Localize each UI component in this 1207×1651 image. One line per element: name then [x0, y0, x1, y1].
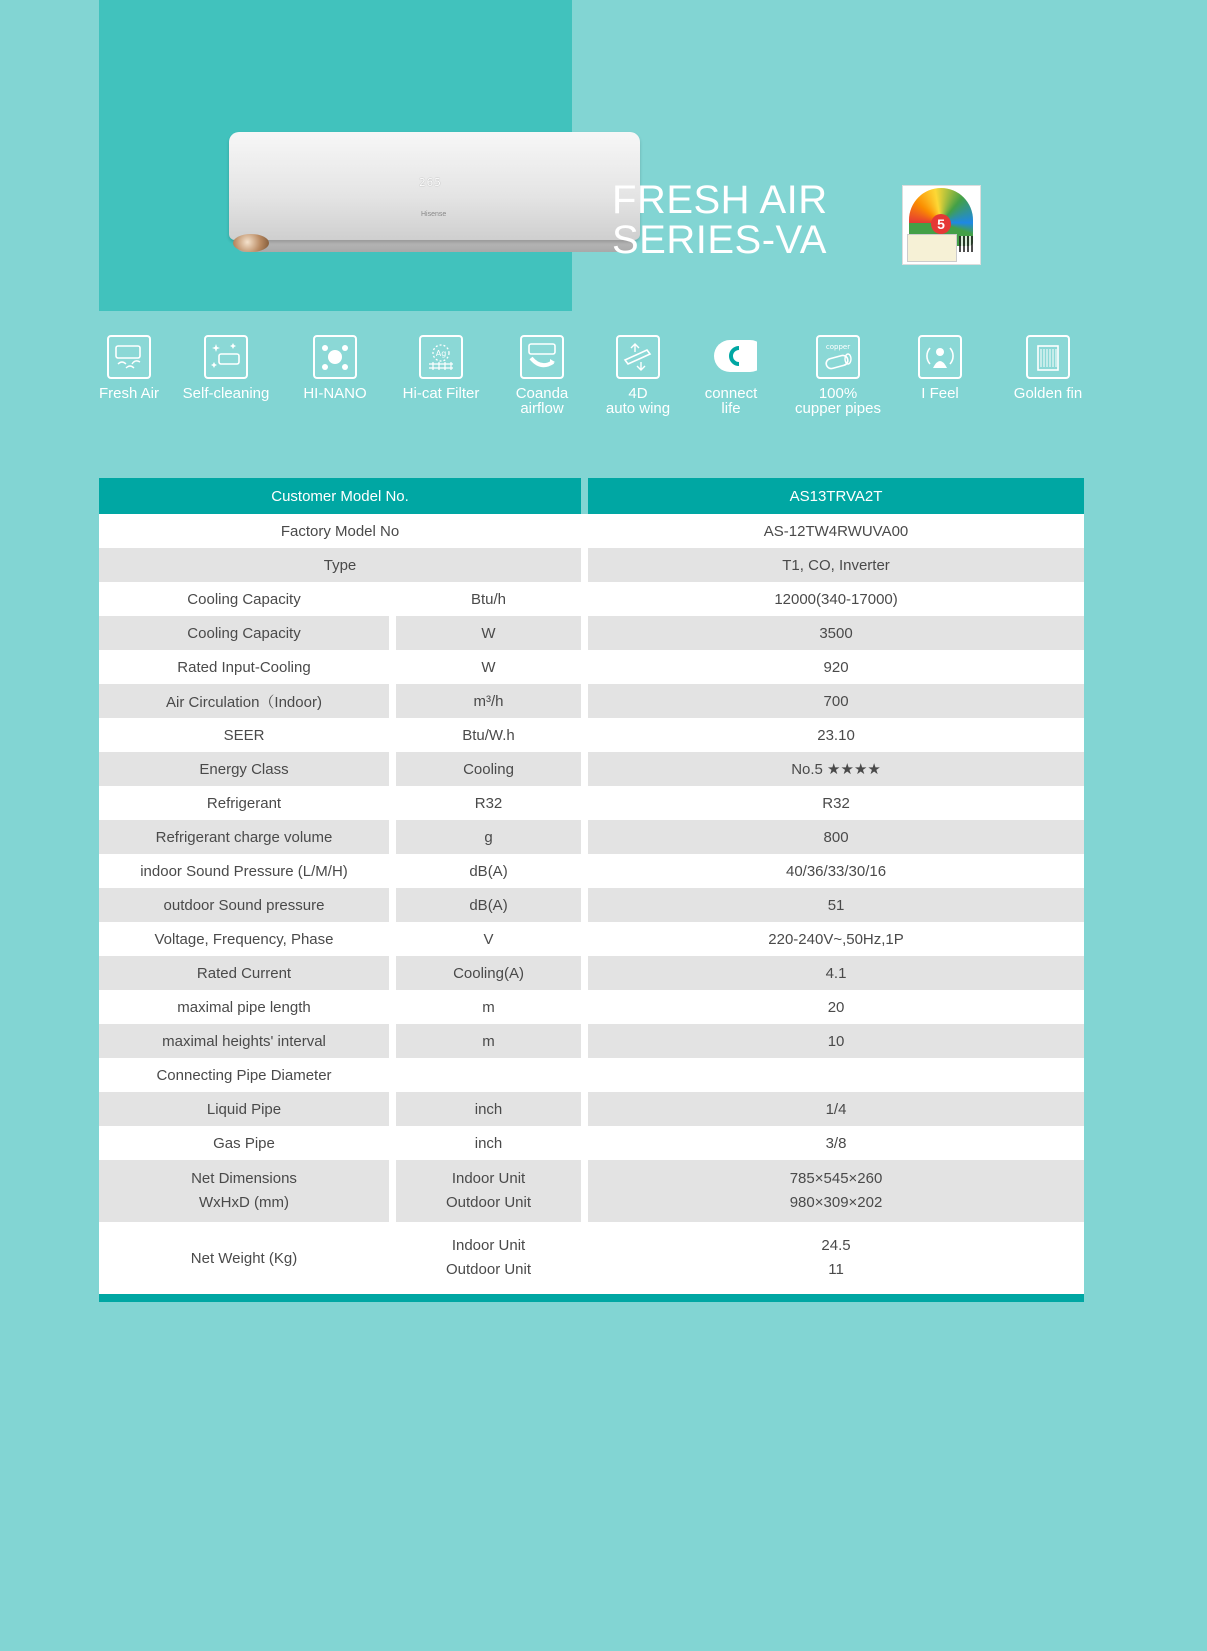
column-gap — [389, 854, 396, 888]
spec-value: 40/36/33/30/16 — [588, 854, 1084, 888]
spec-label: Refrigerant charge volume — [99, 820, 389, 854]
spec-value: 51 — [588, 888, 1084, 922]
weight-unit-indoor: Indoor Unit — [451, 1237, 526, 1254]
spec-unit: m — [396, 990, 581, 1024]
series-title — [612, 180, 828, 260]
feature-label: Hi-cat Filter — [402, 385, 480, 402]
spec-label: Refrigerant — [99, 786, 389, 820]
column-gap — [581, 1160, 588, 1222]
spec-value: 12000(340-17000) — [588, 582, 1084, 616]
qr-code-icon — [959, 236, 975, 252]
copper-text: copper — [825, 343, 851, 351]
spec-value: 800 — [588, 820, 1084, 854]
spec-unit: dB(A) — [396, 888, 581, 922]
spec-unit: dB(A) — [396, 854, 581, 888]
table-row — [99, 650, 1084, 684]
column-gap — [581, 990, 588, 1024]
spec-value: 220-240V~,50Hz,1P — [588, 922, 1084, 956]
feature-label: HI-NANO — [303, 385, 367, 402]
table-row — [99, 1092, 1084, 1126]
weight-unit-outdoor: Outdoor Unit — [445, 1261, 532, 1278]
spec-value — [588, 1222, 1084, 1294]
feature-label: Fresh Air — [98, 385, 159, 402]
table-row — [99, 1058, 1084, 1092]
column-gap — [389, 990, 396, 1024]
ac-brand-logo: Hisense — [421, 211, 447, 218]
feature-label: Coanda airflow — [515, 385, 569, 417]
table-row — [99, 922, 1084, 956]
spec-value: 3/8 — [588, 1126, 1084, 1160]
column-gap — [581, 1092, 588, 1126]
column-gap — [581, 854, 588, 888]
feature-coanda-airflow — [487, 335, 597, 416]
spec-value: 20 — [588, 990, 1084, 1024]
feature-i-feel — [885, 335, 995, 401]
column-gap — [581, 548, 588, 582]
feature-label: 100% cupper pipes — [795, 385, 881, 417]
spec-value: No.5 ★★★★ — [588, 752, 1084, 786]
column-gap — [389, 820, 396, 854]
specification-table — [99, 478, 1084, 1302]
copper-pipes-icon — [816, 335, 860, 379]
feature-hi-nano — [280, 335, 390, 401]
table-row — [99, 514, 1084, 548]
column-gap — [581, 1058, 588, 1092]
spec-label: Rated Current — [99, 956, 389, 990]
feature-label: Self-cleaning — [182, 385, 270, 402]
feature-fresh-air — [74, 335, 184, 401]
weight-value-indoor: 24.5 — [821, 1237, 851, 1254]
golden-fin-icon — [1026, 335, 1070, 379]
column-gap — [581, 922, 588, 956]
header-label: Customer Model No. — [99, 478, 581, 514]
feature-label: I Feel — [921, 385, 959, 402]
column-gap — [389, 956, 396, 990]
spec-value: 3500 — [588, 616, 1084, 650]
column-gap — [581, 752, 588, 786]
spec-label: indoor Sound Pressure (L/M/H) — [99, 854, 389, 888]
column-gap — [581, 650, 588, 684]
column-gap — [389, 1126, 396, 1160]
column-gap — [581, 786, 588, 820]
feature-self-cleaning — [171, 335, 281, 401]
series-title-line2: SERIES-VA — [612, 218, 827, 262]
table-row — [99, 582, 1084, 616]
hi-nano-icon — [313, 335, 357, 379]
spec-unit: R32 — [396, 786, 581, 820]
spec-label: Voltage, Frequency, Phase — [99, 922, 389, 956]
spec-label: Net Weight (Kg) — [99, 1222, 389, 1294]
spec-value: 4.1 — [588, 956, 1084, 990]
footer-bar — [99, 1294, 1084, 1302]
spec-value: R32 — [588, 786, 1084, 820]
spec-label: maximal pipe length — [99, 990, 389, 1024]
spec-label: Energy Class — [99, 752, 389, 786]
column-gap — [389, 616, 396, 650]
spec-label: maximal heights' interval — [99, 1024, 389, 1058]
column-gap — [581, 582, 588, 616]
spec-value: 23.10 — [588, 718, 1084, 752]
hi-cat-filter-icon — [419, 335, 463, 379]
energy-label-number: 5 — [931, 214, 951, 234]
table-header-row — [99, 478, 1084, 514]
spec-value: 920 — [588, 650, 1084, 684]
i-feel-icon — [918, 335, 962, 379]
table-row — [99, 752, 1084, 786]
column-gap — [581, 820, 588, 854]
column-gap — [581, 718, 588, 752]
table-row — [99, 616, 1084, 650]
column-gap — [389, 582, 396, 616]
dimensions-value-outdoor: 980×309×202 — [789, 1194, 883, 1211]
table-row — [99, 888, 1084, 922]
column-gap — [581, 616, 588, 650]
fresh-air-module — [233, 234, 269, 252]
energy-label-badge — [902, 185, 981, 265]
energy-label-panel — [907, 234, 957, 262]
table-row — [99, 990, 1084, 1024]
spec-unit: V — [396, 922, 581, 956]
column-gap — [581, 1126, 588, 1160]
hero-panel — [99, 0, 572, 311]
ac-body — [229, 132, 640, 240]
spec-unit — [396, 1160, 581, 1222]
feature-label: connect life — [704, 385, 758, 417]
spec-value: 700 — [588, 684, 1084, 718]
column-gap — [581, 514, 588, 548]
spec-value: AS-12TW4RWUVA00 — [588, 514, 1084, 548]
spec-unit — [396, 1058, 581, 1092]
spec-unit: W — [396, 616, 581, 650]
dimensions-label-line2: WxHxD (mm) — [199, 1194, 289, 1211]
spec-unit: Btu/W.h — [396, 718, 581, 752]
spec-unit: W — [396, 650, 581, 684]
air-conditioner-image — [229, 132, 640, 258]
spec-unit — [396, 1222, 581, 1294]
table-row — [99, 956, 1084, 990]
spec-unit: Cooling — [396, 752, 581, 786]
table-row-dimensions — [99, 1160, 1084, 1222]
spec-unit: m³/h — [396, 684, 581, 718]
fresh-air-icon — [107, 335, 151, 379]
column-gap — [389, 718, 396, 752]
column-gap — [389, 1058, 396, 1092]
table-row — [99, 1024, 1084, 1058]
spec-label: Gas Pipe — [99, 1126, 389, 1160]
column-gap — [581, 888, 588, 922]
weight-value-outdoor: 11 — [828, 1261, 844, 1278]
column-gap — [581, 684, 588, 718]
column-gap — [581, 1024, 588, 1058]
table-row — [99, 786, 1084, 820]
column-gap — [389, 650, 396, 684]
feature-copper-pipes — [783, 335, 893, 416]
column-gap — [389, 1024, 396, 1058]
spec-label: Cooling Capacity — [99, 616, 389, 650]
table-footer-bar — [99, 1294, 1084, 1302]
dimensions-value-indoor: 785×545×260 — [789, 1170, 883, 1187]
feature-label: 4D auto wing — [605, 385, 671, 417]
table-row — [99, 684, 1084, 718]
feature-label: Golden fin — [1013, 385, 1083, 402]
table-row — [99, 820, 1084, 854]
spec-value: 1/4 — [588, 1092, 1084, 1126]
self-cleaning-icon — [204, 335, 248, 379]
header-model-value: AS13TRVA2T — [588, 478, 1084, 514]
spec-value — [588, 1058, 1084, 1092]
spec-label: outdoor Sound pressure — [99, 888, 389, 922]
spec-value — [588, 1160, 1084, 1222]
spec-label: Factory Model No — [99, 514, 581, 548]
table-row — [99, 854, 1084, 888]
dimensions-label-line1: Net Dimensions — [191, 1170, 297, 1187]
spec-unit: inch — [396, 1126, 581, 1160]
table-row — [99, 548, 1084, 582]
column-gap — [389, 888, 396, 922]
4d-auto-wing-icon — [616, 335, 660, 379]
spec-label: Cooling Capacity — [99, 582, 389, 616]
spec-unit: m — [396, 1024, 581, 1058]
column-gap — [581, 478, 588, 514]
dimensions-unit-indoor: Indoor Unit — [451, 1170, 526, 1187]
table-row — [99, 718, 1084, 752]
table-row — [99, 1126, 1084, 1160]
feature-connect-life — [676, 335, 786, 416]
connect-life-icon — [709, 335, 753, 379]
spec-value: 10 — [588, 1024, 1084, 1058]
column-gap — [389, 752, 396, 786]
column-gap — [389, 1222, 396, 1294]
column-gap — [389, 922, 396, 956]
dimensions-unit-outdoor: Outdoor Unit — [445, 1194, 532, 1211]
spec-unit: Btu/h — [396, 582, 581, 616]
spec-value: T1, CO, Inverter — [588, 548, 1084, 582]
silver-ion-text: Ag — [435, 349, 447, 358]
spec-label: SEER — [99, 718, 389, 752]
series-title-line1: FRESH AIR — [612, 178, 828, 222]
spec-label: Type — [99, 548, 581, 582]
spec-unit: Cooling(A) — [396, 956, 581, 990]
column-gap — [389, 786, 396, 820]
column-gap — [581, 1222, 588, 1294]
spec-unit: inch — [396, 1092, 581, 1126]
column-gap — [389, 684, 396, 718]
spec-label: Rated Input-Cooling — [99, 650, 389, 684]
spec-unit: g — [396, 820, 581, 854]
spec-label: Connecting Pipe Diameter — [99, 1058, 389, 1092]
column-gap — [581, 956, 588, 990]
coanda-airflow-icon — [520, 335, 564, 379]
spec-label: Air Circulation（Indoor) — [99, 684, 389, 718]
feature-hi-cat-filter — [386, 335, 496, 401]
column-gap — [389, 1160, 396, 1222]
ac-temperature-display: 265 — [419, 176, 442, 189]
spec-label — [99, 1160, 389, 1222]
table-row-weight — [99, 1222, 1084, 1294]
spec-label: Liquid Pipe — [99, 1092, 389, 1126]
feature-golden-fin — [993, 335, 1103, 401]
column-gap — [389, 1092, 396, 1126]
